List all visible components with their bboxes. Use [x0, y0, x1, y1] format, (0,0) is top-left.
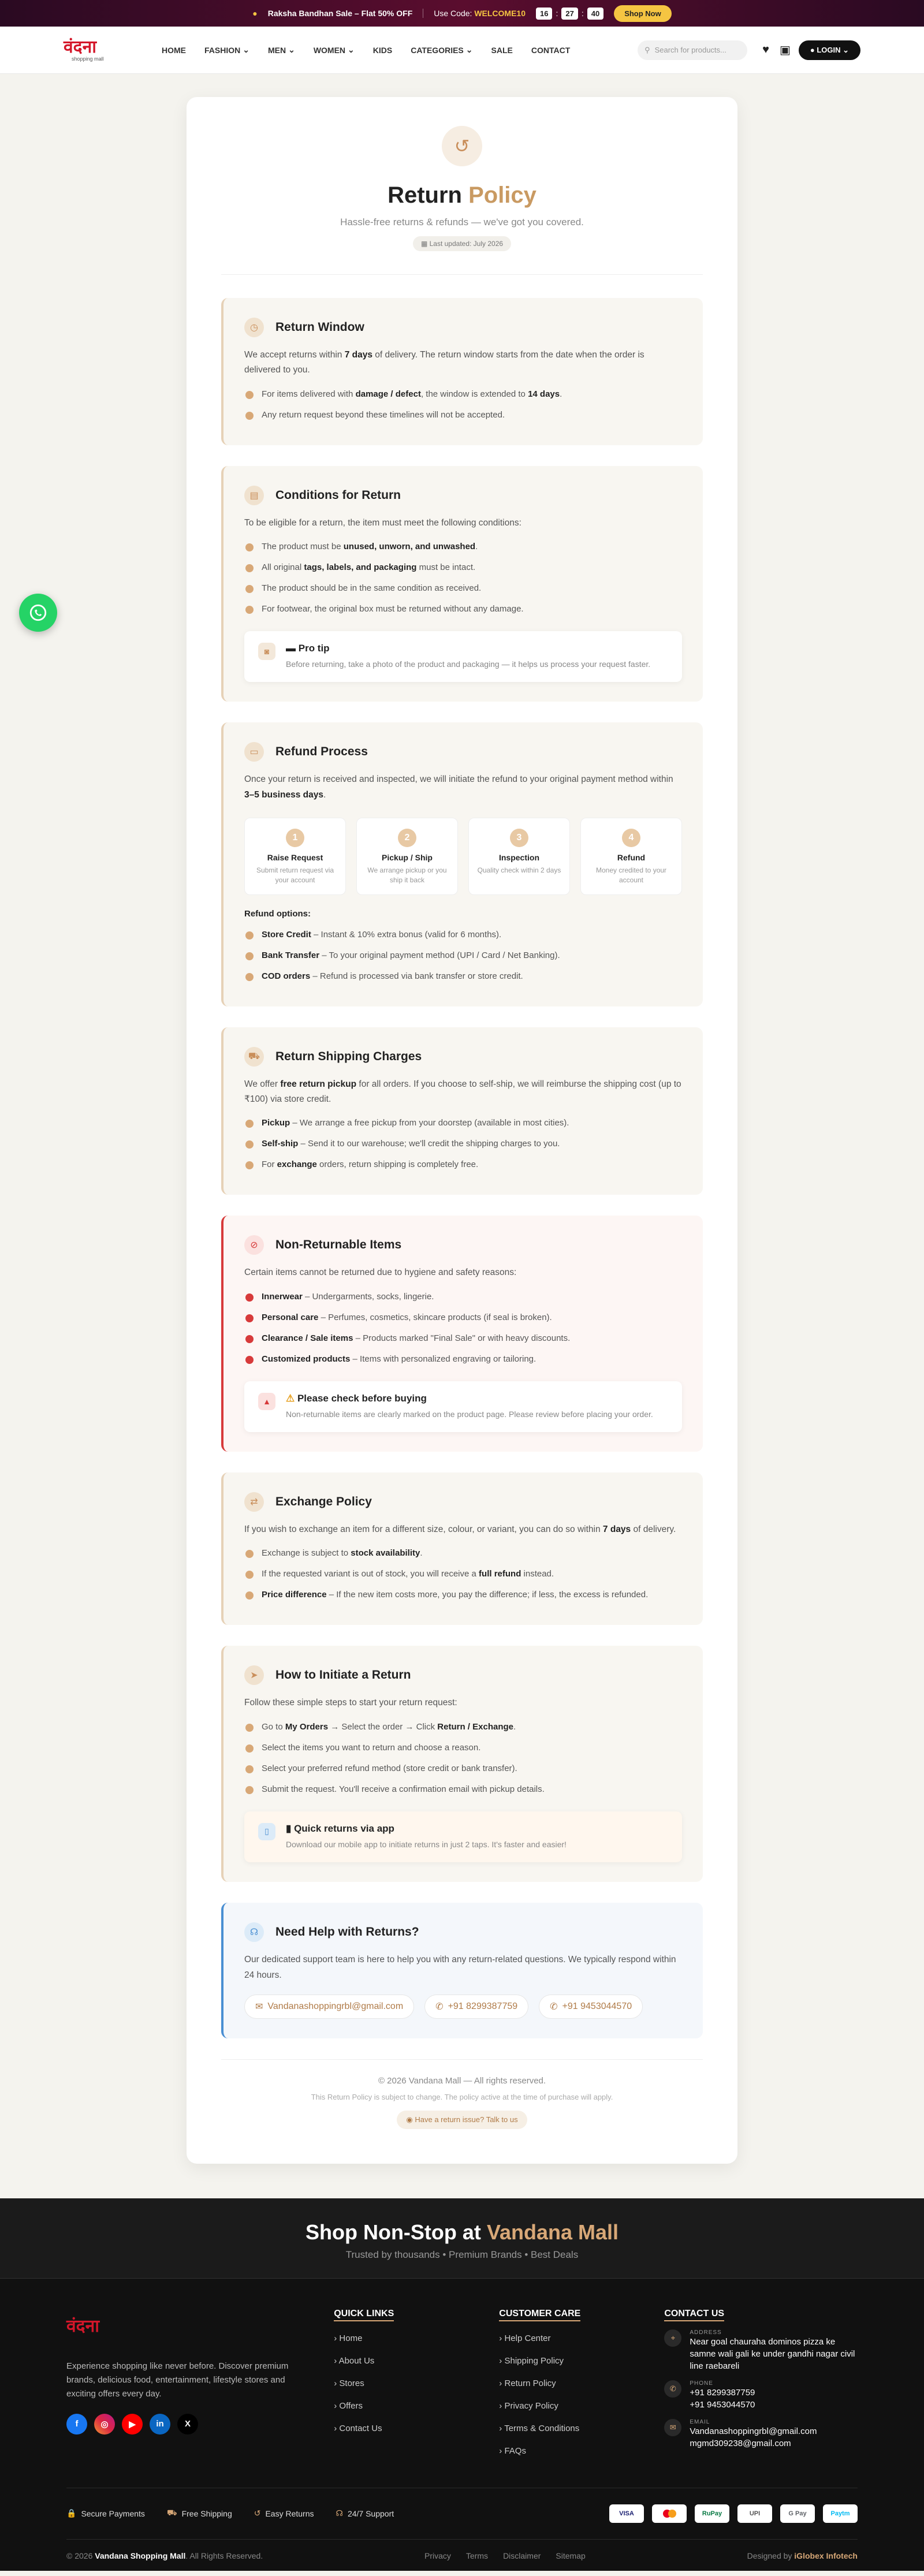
mail-icon: ✉ — [664, 2419, 681, 2436]
refund-options-label: Refund options: — [244, 908, 311, 919]
trust-bar — [66, 2488, 858, 2539]
menu-women[interactable] — [314, 45, 355, 55]
footer-link[interactable]: › FAQs — [499, 2445, 526, 2456]
list-item: Bank Transfer – To your original payment method (UPI / Card / Net Banking). — [244, 945, 682, 966]
footer-link[interactable]: › About Us — [334, 2355, 375, 2366]
warning-title: ⚠ Please check before buying — [286, 1392, 427, 1404]
footer-link[interactable]: › Shipping Policy — [499, 2355, 564, 2366]
gpay-icon: G Pay — [780, 2504, 815, 2523]
timer-seconds: 40 — [587, 8, 603, 20]
list-item: Pickup – We arrange a free pickup from your doorstep (available in most cities). — [244, 1113, 682, 1134]
heart-icon[interactable]: ♥ — [762, 43, 769, 56]
coupon-text — [434, 9, 526, 18]
step-number: 4 — [622, 829, 640, 847]
announcement-bar — [0, 0, 924, 27]
bullet-list — [244, 1113, 682, 1175]
footer-link[interactable]: › Offers — [334, 2400, 363, 2411]
step-number: 3 — [510, 829, 528, 847]
list-item: The product must be unused, unworn, and unwashed. — [244, 536, 682, 557]
talk-to-us-link[interactable]: ◉ Have a return issue? Talk to us — [397, 2111, 527, 2129]
section-text: Our dedicated support team is here to help you with any return-related questions. We typically respond within 24 hours. — [244, 1955, 676, 1980]
footer-link[interactable]: › Privacy Policy — [499, 2400, 558, 2411]
menu-label: HOME — [162, 45, 186, 55]
user-icon: ● — [810, 45, 817, 54]
step-card — [356, 818, 458, 895]
section-conditions — [221, 466, 703, 702]
logo-subtext: shopping mall — [72, 55, 104, 62]
contact-label: PHONE — [690, 2380, 713, 2387]
step-desc: Submit return request via your account — [256, 866, 334, 884]
page-title — [221, 182, 703, 208]
customer-care — [499, 2309, 641, 2462]
section-title: Return Shipping Charges — [275, 1049, 422, 1063]
list-item: Select the items you want to return and choose a reason. — [244, 1738, 682, 1758]
menu-fashion[interactable] — [204, 45, 249, 55]
menu-men[interactable] — [268, 45, 295, 55]
banner-title: Shop Non-Stop at Vandana Mall — [305, 2220, 619, 2244]
footer-link[interactable]: › Stores — [334, 2378, 364, 2388]
contact-value: Near goal chauraha dominos pizza ke samne wali gali ke under gandhi nagar civil line raebareli — [690, 2336, 855, 2371]
quick-links — [334, 2309, 476, 2462]
list-item: For items delivered with damage / defect, the window is extended to 14 days. — [244, 384, 682, 405]
warning-text: Non-returnable items are clearly marked on the product page. Please review before placing your order. — [286, 1409, 653, 1419]
step-desc: Quality check within 2 days — [477, 866, 561, 875]
section-title: Return Window — [275, 320, 364, 334]
designer-credit: Designed by iGlobex Infotech — [747, 2551, 858, 2560]
app-box — [244, 1811, 682, 1862]
shop-now-button[interactable]: Shop Now — [614, 5, 672, 22]
menu-label: KIDS — [372, 45, 393, 55]
trust-item: ↺ Easy Returns — [254, 2508, 314, 2518]
menu-label: MEN — [267, 45, 286, 55]
phone-link[interactable]: ✆ +91 8299387759 — [424, 1995, 528, 2019]
trust-item: 🔒 Secure Payments — [66, 2508, 145, 2518]
step-desc: We arrange pickup or you ship it back — [367, 866, 447, 884]
list-item: Self-ship – Send it to our warehouse; we'll credit the shipping charges to you. — [244, 1134, 682, 1154]
site-footer — [0, 2279, 924, 2571]
bullet-list — [244, 1717, 682, 1800]
exchange-icon: ⇄ — [244, 1492, 264, 1512]
app-text: Download our mobile app to initiate returns in just 2 taps. It's faster and easier! — [286, 1839, 567, 1849]
policy-note: This Return Policy is subject to change. The policy active at the time of purchase will apply. — [311, 2092, 613, 2101]
app-title: ▮ Quick returns via app — [286, 1822, 394, 1834]
section-text: Once your return is received and inspected, we will initiate the refund to your original payment method within 3–5 business days. — [244, 774, 673, 800]
legal-links — [424, 2551, 586, 2560]
search-input[interactable]: Search for products... — [654, 46, 726, 54]
linkedin-icon[interactable]: in — [150, 2414, 170, 2435]
list-item: Store Credit – Instant & 10% extra bonus (valid for 6 months). — [244, 924, 682, 945]
clock-icon: ◷ — [244, 318, 264, 337]
truck-icon: ⛟ — [166, 2508, 177, 2518]
bullet-list — [244, 536, 682, 620]
phone-icon: ✆ — [550, 2001, 558, 2012]
calendar-icon: ▦ — [420, 240, 430, 248]
section-title: How to Initiate a Return — [275, 1668, 411, 1682]
last-updated-badge — [413, 236, 511, 251]
menu-contact[interactable] — [531, 45, 570, 55]
footer-heading: CUSTOMER CARE — [499, 2309, 580, 2321]
page-subtitle: Hassle-free returns & refunds — we've got you covered. — [340, 217, 584, 228]
return-icon: ↺ — [442, 126, 482, 166]
chevron-down-icon: ⌄ — [243, 45, 249, 54]
contact-value[interactable]: Vandanashoppingrbl@gmail.com — [690, 2426, 817, 2436]
menu-label: CONTACT — [531, 45, 571, 55]
footer-bottom — [66, 2539, 858, 2571]
section-title: Need Help with Returns? — [275, 1925, 419, 1939]
mail-icon: ✉ — [255, 2001, 263, 2012]
bullet-list — [244, 1543, 682, 1605]
footer-heading: CONTACT US — [664, 2309, 724, 2321]
step-title: Refund — [617, 853, 646, 863]
chevron-down-icon: ⌄ — [348, 45, 355, 54]
warning-icon: ⚠ — [286, 1392, 297, 1404]
step-title: Inspection — [498, 853, 539, 863]
upi-icon: UPI — [737, 2504, 772, 2523]
section-text: To be eligible for a return, the item must meet the following conditions: — [244, 517, 521, 528]
contact-phone — [664, 2380, 858, 2411]
chat-icon: ◉ — [406, 2115, 415, 2124]
section-title: Refund Process — [275, 745, 368, 759]
timer-minutes: 27 — [561, 8, 578, 20]
main-menu — [162, 45, 570, 55]
promo-banner — [0, 2198, 924, 2279]
login-label: LOGIN — [817, 45, 841, 54]
menu-home[interactable] — [162, 45, 186, 55]
menu-sale[interactable] — [491, 45, 513, 55]
wallet-icon: ▭ — [244, 742, 264, 762]
bullet-list — [244, 924, 682, 987]
legal-link[interactable]: Disclaimer — [503, 2551, 541, 2560]
list-item: Any return request beyond these timelines will not be accepted. — [244, 405, 682, 426]
step-title: Raise Request — [267, 853, 323, 863]
mobile-icon: ▮ — [286, 1822, 295, 1834]
rupay-icon: RuPay — [695, 2504, 729, 2523]
list-item: Select your preferred refund method (store credit or bank transfer). — [244, 1758, 682, 1779]
headset-icon: ☊ — [336, 2508, 343, 2518]
email-link[interactable]: ✉ Vandanashoppingrbl@gmail.com — [244, 1995, 414, 2019]
timer-hours: 16 — [536, 8, 552, 20]
trust-item: ⛟ Free Shipping — [166, 2508, 232, 2518]
headset-icon: ☊ — [244, 1922, 264, 1942]
nav-icons — [762, 43, 791, 57]
section-text: If you wish to exchange an item for a different size, colour, or variant, you can do so within 7 days of delivery. — [244, 1524, 676, 1535]
list-item: Submit the request. You'll receive a confirmation email with pickup details. — [244, 1779, 682, 1800]
footer-link[interactable]: › Contact Us — [334, 2423, 382, 2433]
social-links — [66, 2414, 311, 2435]
section-help — [221, 1903, 703, 2038]
menu-label: FASHION — [204, 45, 241, 55]
menu-label: WOMEN — [313, 45, 346, 55]
trust-item: ☊ 24/7 Support — [336, 2508, 394, 2518]
section-return-window — [221, 298, 703, 445]
tip-text: Before returning, take a photo of the product and packaging — it helps us process your request faster. — [286, 659, 651, 669]
step-card — [244, 818, 346, 895]
section-title: Exchange Policy — [275, 1495, 372, 1509]
title-part-2: Policy — [468, 182, 536, 208]
section-text: We offer free return pickup for all orders. If you choose to self-ship, we will reimburse the shipping cost (up to ₹100) via store credit. — [244, 1079, 681, 1105]
camera-icon: ◙ — [258, 643, 275, 660]
step-title: Pickup / Ship — [382, 853, 433, 863]
list-item: The product should be in the same condition as received. — [244, 578, 682, 599]
updated-text: Last updated: July 2026 — [429, 240, 504, 248]
section-text: Follow these simple steps to start your return request: — [244, 1698, 457, 1708]
youtube-icon[interactable]: ▶ — [122, 2414, 143, 2435]
list-item: For footwear, the original box must be returned without any damage. — [244, 599, 682, 620]
return-icon: ↺ — [254, 2508, 261, 2518]
about-text: Experience shopping like never before. Discover premium brands, delicious food, entertainment, lifestyle stores and exciting offers every day. — [66, 2361, 289, 2399]
footer-link[interactable]: › Return Policy — [499, 2378, 556, 2388]
camera-icon: ▬ — [286, 643, 299, 654]
footer-about — [66, 2309, 311, 2462]
tip-title: ▬ Pro tip — [286, 643, 330, 654]
menu-label: CATEGORIES — [411, 45, 464, 55]
section-non-returnable — [221, 1216, 703, 1452]
content-wrapper — [0, 74, 924, 2198]
refund-steps — [244, 818, 682, 895]
title-part-1: Return — [388, 182, 462, 208]
visa-icon: VISA — [609, 2504, 644, 2523]
countdown-timer: 16 : 27 : 40 — [536, 8, 603, 20]
phone-link[interactable]: ✆ +91 9453044570 — [539, 1995, 643, 2019]
clipboard-icon: ▤ — [244, 486, 264, 505]
chevron-down-icon: ⌄ — [465, 45, 473, 54]
legal-link[interactable]: Privacy — [424, 2551, 451, 2560]
chevron-down-icon: ⌄ — [288, 45, 295, 54]
menu-label: SALE — [491, 45, 513, 55]
sale-icon: ● — [252, 9, 258, 18]
logo-text: वंदना — [64, 36, 97, 57]
contact-value[interactable]: +91 8299387759 — [690, 2387, 755, 2398]
pointer-icon: ➤ — [244, 1665, 264, 1685]
truck-icon: ⛟ — [244, 1047, 264, 1067]
step-card — [468, 818, 570, 895]
bullet-list — [244, 1287, 682, 1370]
list-item: Exchange is subject to stock availability. — [244, 1543, 682, 1564]
search-box[interactable] — [638, 40, 747, 60]
section-initiate-return — [221, 1646, 703, 1882]
list-item: All original tags, labels, and packaging must be intact. — [244, 557, 682, 578]
section-text: We accept returns within 7 days of delivery. The return window starts from the date when the order is delivered to you. — [244, 350, 644, 375]
legal-link[interactable]: Terms — [465, 2551, 489, 2560]
footer-link[interactable]: › Home — [334, 2333, 363, 2343]
section-text: Certain items cannot be returned due to hygiene and safety reasons: — [244, 1268, 517, 1278]
section-title: Non-Returnable Items — [275, 1238, 402, 1252]
x-icon[interactable]: X — [177, 2414, 198, 2435]
copyright-text: © 2026 Vandana Mall — All rights reserved. — [378, 2075, 546, 2086]
banner-subtitle: Trusted by thousands • Premium Brands • Best Deals — [345, 2249, 579, 2260]
footer-copyright: © 2026 Vandana Shopping Mall. All Rights Reserved. — [66, 2551, 263, 2560]
contact-value[interactable]: mgmd309238@gmail.com — [690, 2438, 791, 2448]
step-number: 1 — [286, 829, 304, 847]
cart-icon[interactable]: ▣ — [779, 44, 791, 57]
list-item: Go to My Orders → Select the order → Click Return / Exchange. — [244, 1717, 682, 1738]
list-item: Innerwear – Undergarments, socks, lingerie. — [244, 1287, 682, 1307]
footer-link[interactable]: › Terms & Conditions — [499, 2423, 580, 2433]
list-item: Personal care – Perfumes, cosmetics, skincare products (if seal is broken). — [244, 1307, 682, 1328]
card-footer — [221, 2059, 703, 2129]
warning-icon: ▲ — [258, 1393, 275, 1410]
contact-pills — [244, 1995, 682, 2019]
login-button[interactable]: ● LOGIN ⌄ — [799, 40, 860, 60]
location-icon: ⌖ — [664, 2329, 681, 2347]
payment-methods — [609, 2504, 858, 2523]
list-item: Customized products – Items with personalized engraving or tailoring. — [244, 1349, 682, 1370]
footer-heading: QUICK LINKS — [334, 2309, 394, 2321]
step-desc: Money credited to your account — [595, 866, 667, 884]
contact-label: ADDRESS — [690, 2329, 722, 2336]
pro-tip-box — [244, 631, 682, 682]
contact-label: EMAIL — [690, 2418, 710, 2425]
warning-box — [244, 1381, 682, 1432]
footer-link[interactable]: › Help Center — [499, 2333, 551, 2343]
phone-icon: ✆ — [664, 2380, 681, 2398]
list-item: Clearance / Sale items – Products marked "Final Sale" or with heavy discounts. — [244, 1328, 682, 1349]
facebook-icon[interactable]: f — [66, 2414, 87, 2435]
menu-kids[interactable] — [373, 45, 392, 55]
step-number: 2 — [398, 829, 416, 847]
designer-link[interactable]: iGlobex Infotech — [794, 2551, 858, 2560]
bullet-list — [244, 384, 682, 426]
mobile-icon: ▯ — [258, 1823, 275, 1840]
menu-categories[interactable] — [411, 45, 472, 55]
section-title: Conditions for Return — [275, 488, 401, 502]
search-icon: ⚲ — [644, 45, 650, 54]
section-refund-process — [221, 722, 703, 1006]
divider — [221, 274, 703, 275]
mastercard-icon — [652, 2504, 687, 2523]
lock-icon: 🔒 — [66, 2508, 77, 2518]
phone-icon: ✆ — [435, 2001, 444, 2012]
legal-link[interactable]: Sitemap — [556, 2551, 586, 2560]
section-exchange — [221, 1472, 703, 1625]
contact-email — [664, 2419, 858, 2450]
contact-value[interactable]: +91 9453044570 — [690, 2399, 755, 2410]
list-item: COD orders – Refund is processed via bank transfer or store credit. — [244, 966, 682, 987]
policy-card — [187, 97, 737, 2164]
step-card — [580, 818, 682, 895]
paytm-icon: Paytm — [823, 2504, 858, 2523]
footer-logo[interactable] — [66, 2309, 130, 2344]
site-logo[interactable] — [64, 32, 127, 68]
sale-text: Raksha Bandhan Sale – Flat 50% OFF — [267, 9, 413, 18]
code-prefix: Use Code: — [434, 9, 472, 18]
instagram-icon[interactable]: ◎ — [94, 2414, 115, 2435]
contact-us — [664, 2309, 858, 2462]
logo-text: वंदना — [66, 2316, 100, 2336]
list-item: For exchange orders, return shipping is completely free. — [244, 1154, 682, 1175]
whatsapp-button[interactable] — [19, 594, 57, 632]
list-item: If the requested variant is out of stock, you will receive a full refund instead. — [244, 1564, 682, 1585]
coupon-code: WELCOME10 — [474, 9, 526, 18]
ban-icon: ⊘ — [244, 1235, 264, 1255]
section-shipping — [221, 1027, 703, 1195]
whatsapp-icon — [28, 603, 48, 622]
main-navbar — [0, 27, 924, 74]
contact-address — [664, 2329, 858, 2372]
list-item: Price difference – If the new item costs more, you pay the difference; if less, the excess is refunded. — [244, 1585, 682, 1605]
